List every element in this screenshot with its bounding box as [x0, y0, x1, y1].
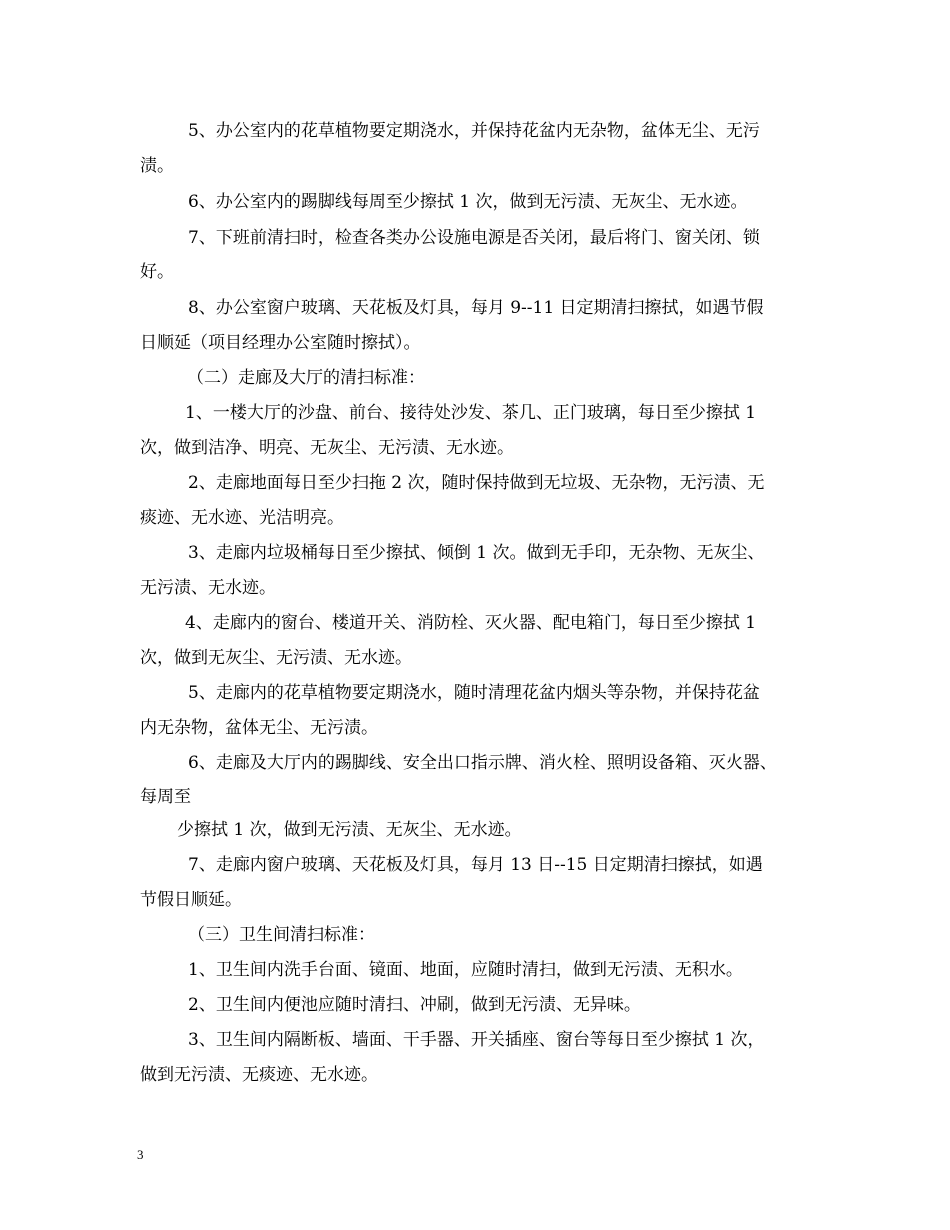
- paragraph-line: 日顺延（项目经理办公室随时擦拭）。: [140, 333, 421, 353]
- paragraph-line: 节假日顺延。: [140, 890, 242, 910]
- page-number: 3: [137, 1147, 144, 1162]
- paragraph-line: 做到无污渍、无痰迹、无水迹。: [140, 1065, 378, 1085]
- paragraph-line: 2、卫生间内便池应随时清扫、冲刷，做到无污渍、无异味。: [188, 995, 641, 1015]
- paragraph-line: 1、一楼大厅的沙盘、前台、接待处沙发、茶几、正门玻璃，每日至少擦拭 1: [185, 403, 757, 423]
- paragraph-line: 6、办公室内的踢脚线每周至少擦拭 1 次，做到无污渍、无灰尘、无水迹。: [188, 192, 748, 212]
- paragraph-line: 次，做到无灰尘、无污渍、无水迹。: [140, 648, 412, 668]
- paragraph-line: 次，做到洁净、明亮、无灰尘、无污渍、无水迹。: [140, 438, 514, 458]
- paragraph-line: 渍。: [140, 156, 174, 176]
- section-heading: （三）卫生间清扫标准：: [188, 925, 375, 945]
- paragraph-line: 6、走廊及大厅内的踢脚线、安全出口指示牌、消火栓、照明设备箱、灭火器、: [188, 753, 777, 773]
- paragraph-line: 5、办公室内的花草植物要定期浇水，并保持花盆内无杂物，盆体无尘、无污: [188, 121, 760, 141]
- paragraph-line: 2、走廊地面每日至少扫拖 2 次，随时保持做到无垃圾、无杂物，无污渍、无: [188, 473, 765, 493]
- paragraph-line: 5、走廊内的花草植物要定期浇水，随时清理花盆内烟头等杂物，并保持花盆: [188, 683, 760, 703]
- paragraph-line: 1、卫生间内洗手台面、镜面、地面，应随时清扫，做到无污渍、无积水。: [188, 960, 743, 980]
- paragraph-line: 好。: [140, 262, 174, 282]
- paragraph-line: 少擦拭 1 次，做到无污渍、无灰尘、无水迹。: [177, 820, 522, 840]
- paragraph-line: 7、走廊内窗户玻璃、天花板及灯具，每月 13 日--15 日定期清扫擦拭，如遇: [188, 855, 763, 875]
- section-heading: （二）走廊及大厅的清扫标准：: [187, 368, 425, 388]
- paragraph-line: 7、下班前清扫时，检查各类办公设施电源是否关闭，最后将门、窗关闭、锁: [188, 228, 760, 248]
- paragraph-line: 痰迹、无水迹、光洁明亮。: [140, 508, 344, 528]
- paragraph-line: 8、办公室窗户玻璃、天花板及灯具，每月 9--11 日定期清扫擦拭，如遇节假: [188, 298, 764, 318]
- paragraph-line: 无污渍、无水迹。: [140, 578, 276, 598]
- paragraph-line: 每周至: [140, 787, 191, 807]
- paragraph-line: 内无杂物，盆体无尘、无污渍。: [140, 718, 378, 738]
- paragraph-line: 3、走廊内垃圾桶每日至少擦拭、倾倒 1 次。做到无手印，无杂物、无灰尘、: [188, 543, 765, 563]
- paragraph-line: 4、走廊内的窗台、楼道开关、消防栓、灭火器、配电箱门，每日至少擦拭 1: [185, 613, 757, 633]
- paragraph-line: 3、卫生间内隔断板、墙面、干手器、开关插座、窗台等每日至少擦拭 1 次，: [188, 1030, 765, 1050]
